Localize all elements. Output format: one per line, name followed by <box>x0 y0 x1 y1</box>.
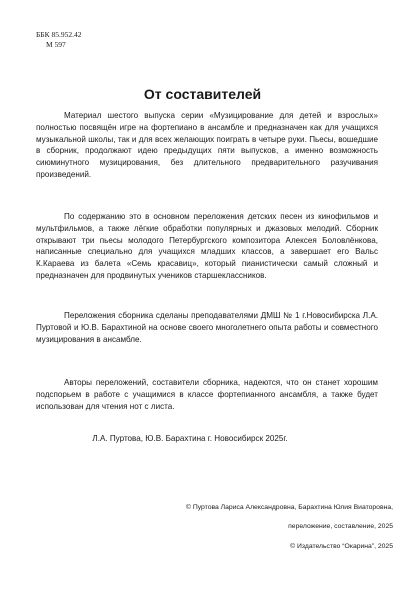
signature-line: Л.А. Пуртова, Ю.В. Барахтина г. Новосибирск 2025г. <box>92 434 288 443</box>
author-mark: М 597 <box>46 40 66 49</box>
paragraph-hope: Авторы переложений, составители сборника, надеются, что он станет хорошим подспорьем в работе с учащимися в классе фортепианного ансамбля, а также будет использован для чтения нот с листа. <box>36 378 378 411</box>
paragraph-intro: Материал шестого выпуска серии «Музицирование для детей и взрослых» полностью посвящён игре на фортепиано в ансамбле и предназначен как для учащихся музыкальной школы, так и для всех желающих поиграть в четыре руки. Пьесы, вошедшие в сборник, продолжают идею предыдущих пяти выпусков, а именно возможность сиюминутного музицирования, без длительного предварительного разучивания произведений. <box>36 111 378 179</box>
page-title: От составителей <box>143 86 262 102</box>
copyright-authors: © Пуртова Лариса Александровна, Барахтина Юлия Виаторовна, <box>185 504 393 511</box>
paragraph-arrangers: Переложения сборника сделаны преподавателями ДМШ № 1 г.Новосибирска Л.А. Пуртовой и Ю.В. Барахтиной на основе своего многолетнего опыта работы и совместного музицирования в ансамбле. <box>36 311 378 344</box>
bbk-classification <box>36 30 82 50</box>
copyright-role: переложение, составление, 2025 <box>288 523 393 530</box>
paragraph-content: По содержанию это в основном переложения детских песен из кинофильмов и мультфильмов, а также лёгкие обработки популярных и джазовых мелодий. Сборник открывают три пьесы молодого Петербургского композитора Алексея Боловлёнкова, написанные специально для учащихся младших классов, а завершает его Вальс К.Караева из балета «Семь красавиц», который пианистически самый сложный и предназначен для продвинутых учеников старшеклассников. <box>36 212 378 280</box>
copyright-publisher: © Издательство “Окарина”, 2025 <box>290 543 393 550</box>
bbk-code: ББК 85.952.42 <box>36 30 82 39</box>
